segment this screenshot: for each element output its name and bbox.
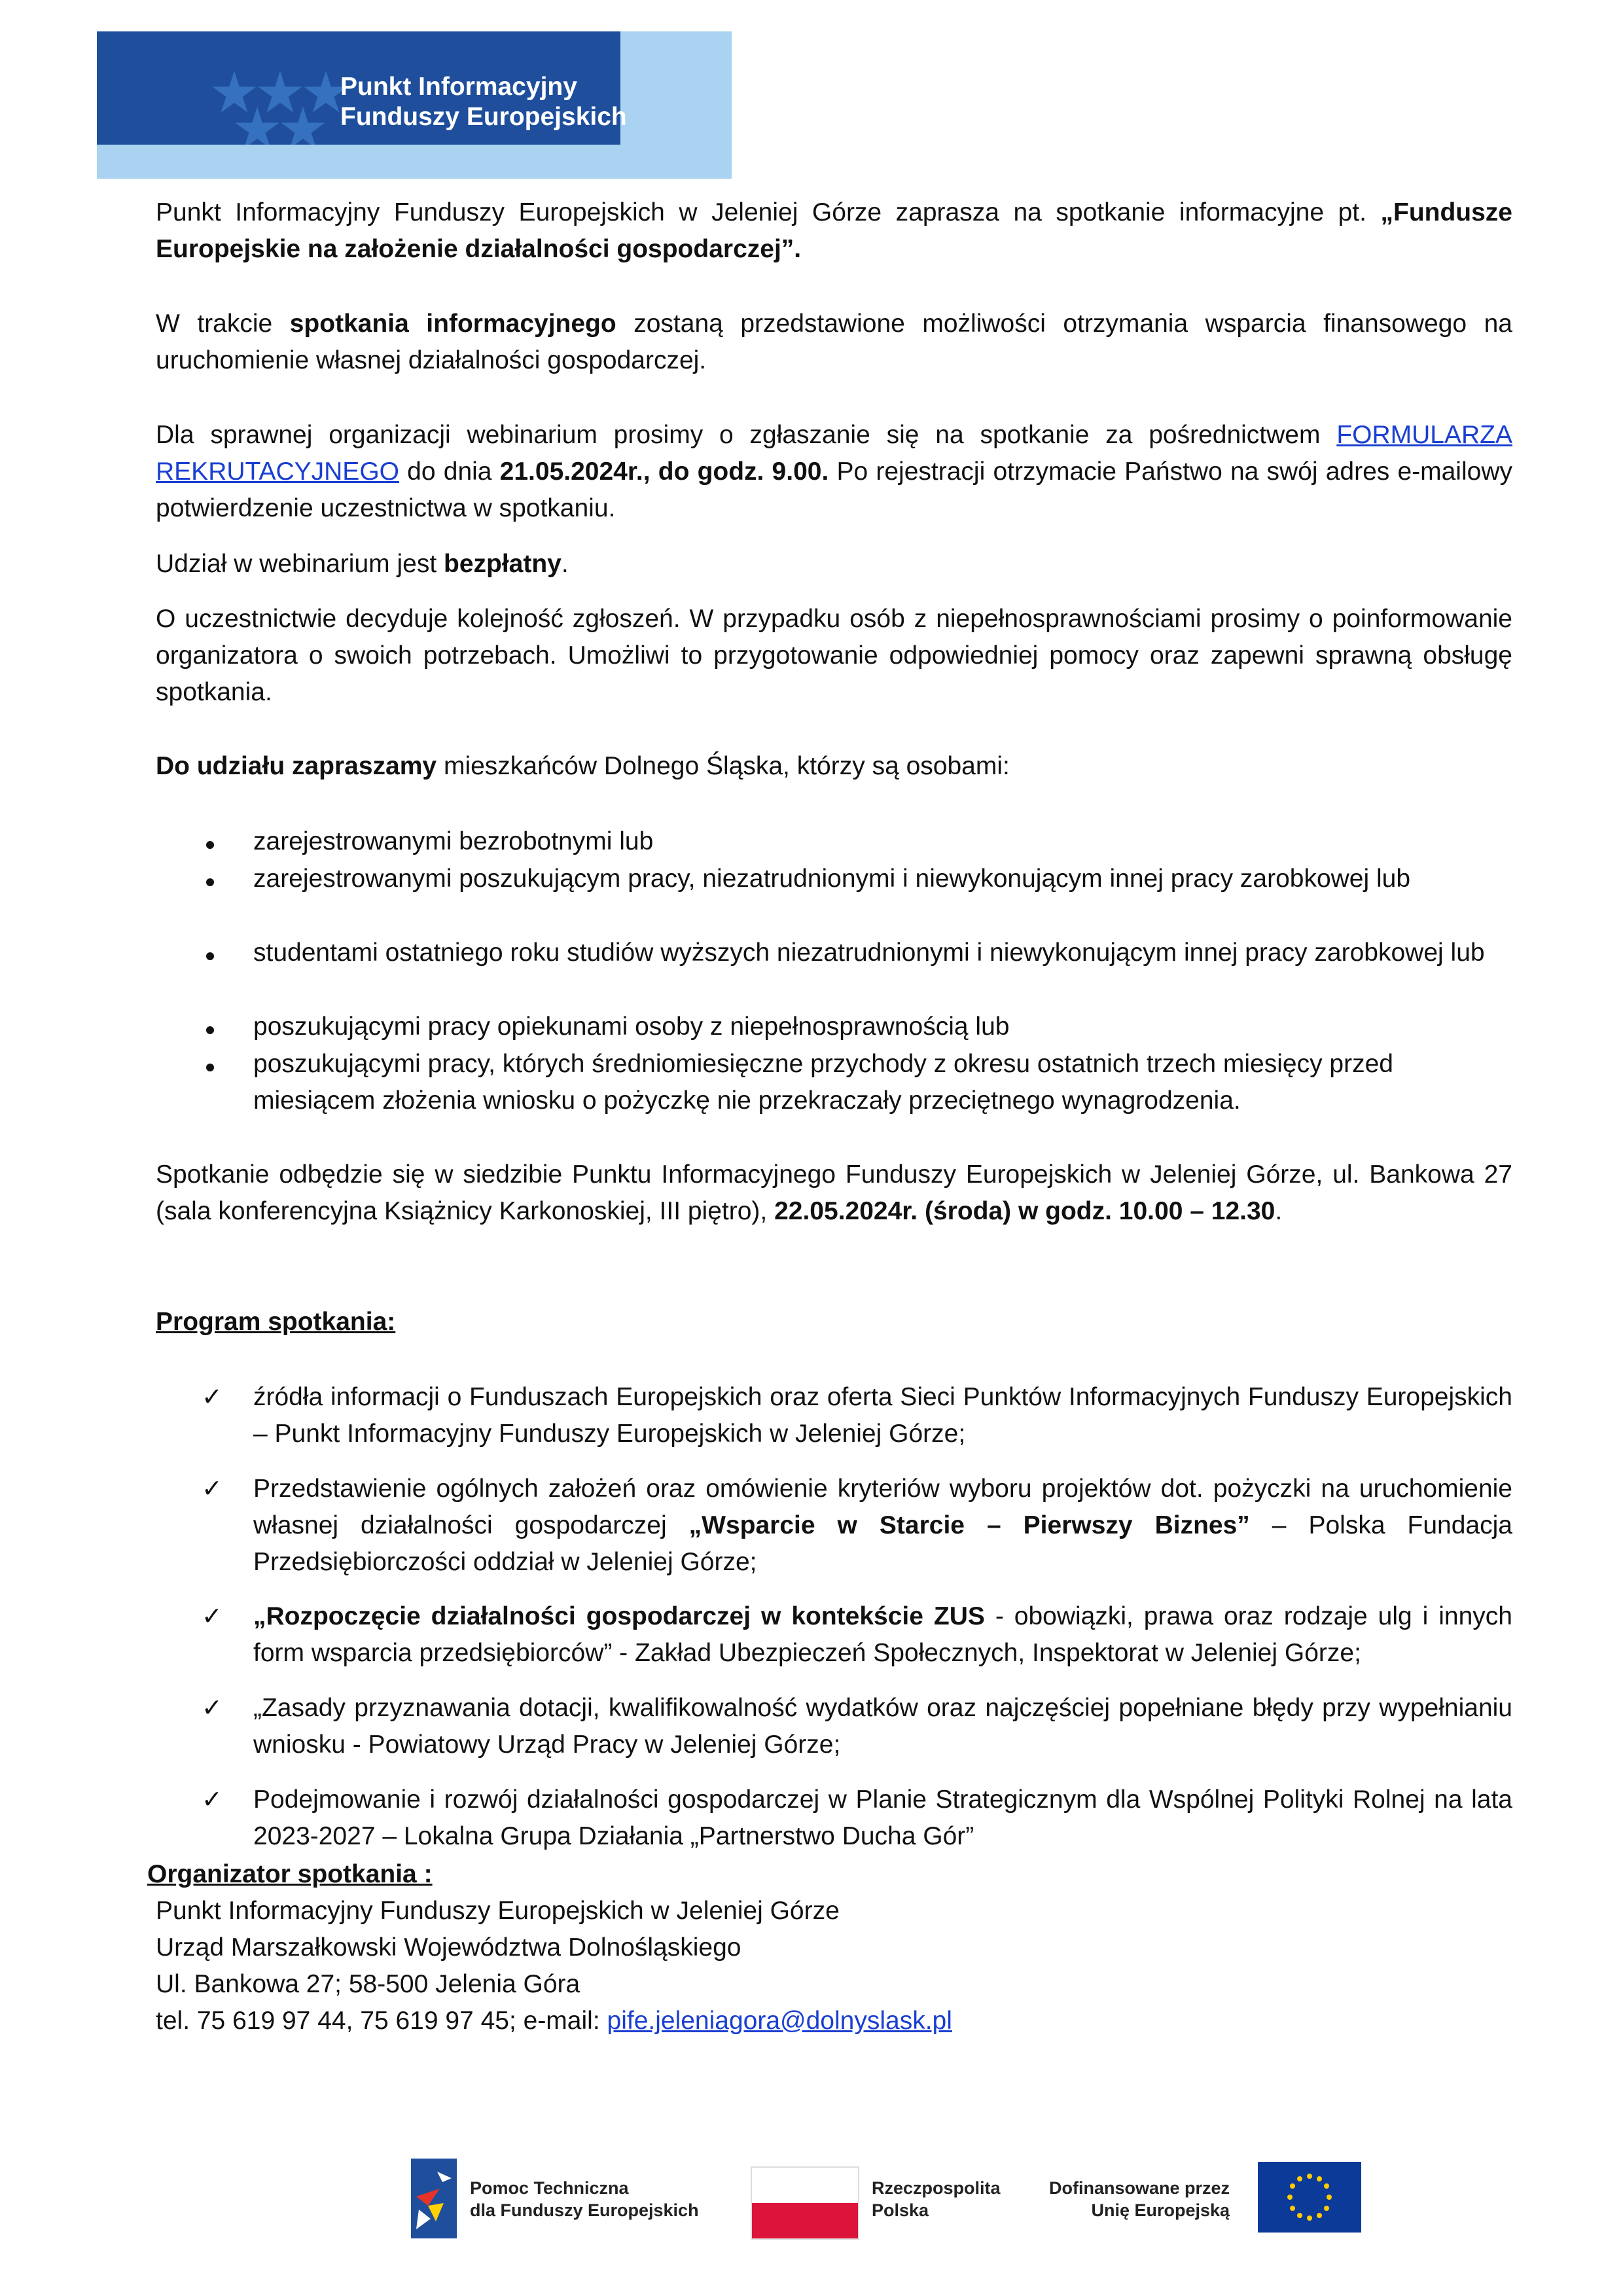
program-item-text: Podejmowanie i rozwój działalności gospodarczej w Planie Strategicznym dla Wspólnej Polityki Rolnej na lata 2023-2027 – Lokalna Grupa Działania „Partnerstwo Ducha Gór” — [253, 1785, 1512, 1850]
program-item-text: „Zasady przyznawania dotacji, kwalifikowalność wydatków oraz najczęściej popełniane błędy przy wypełnianiu wniosku - Powiatowy Urząd Pracy w Jeleniej Górze; — [253, 1694, 1512, 1759]
header-logo-line2: Funduszy Europejskich — [340, 103, 627, 131]
description-rest: zostaną przedstawione możliwości otrzymania wsparcia finansowego na uruchomienie własnej działalności gospodarczej. — [156, 310, 1512, 374]
description-lead: W trakcie — [156, 310, 290, 338]
event-datetime: 22.05.2024r. (środa) w godz. 10.00 – 12.30 — [774, 1197, 1275, 1225]
free-end: . — [561, 550, 569, 578]
fe-logo-line1: Pomoc Techniczna — [470, 2178, 629, 2198]
program-item — [253, 1379, 1512, 1452]
organizer-name: Punkt Informacyjny Funduszy Europejskich w Jeleniej Górze — [156, 1897, 840, 1925]
checkmark-icon: ✓ — [202, 1786, 223, 1814]
program-item — [253, 1690, 1512, 1763]
star-icon — [280, 107, 326, 145]
list-item: zarejestrowanymi bezrobotnymi lub — [253, 827, 654, 855]
checkmark-icon: ✓ — [202, 1384, 223, 1411]
invitation-rest: mieszkańców Dolnego Śląska, którzy są osobami: — [437, 752, 1010, 780]
program-item-text: – Polska Fundacja Przedsiębiorczości oddział w Jeleniej Górze; — [253, 1511, 1512, 1576]
checkmark-icon: ✓ — [202, 1695, 223, 1722]
fe-logo-line2: dla Funduszy Europejskich — [470, 2200, 699, 2220]
eu-logo-line2: Unię Europejską — [1091, 2200, 1230, 2220]
invitation-bold: Do udziału zapraszamy — [156, 752, 437, 780]
list-item: studentami ostatniego roku studiów wyższych niezatrudnionymi i niewykonującym innej pracy zarobkowej lub — [253, 939, 1485, 967]
program-item-text: Przedstawienie ogólnych założeń oraz omówienie kryteriów wyboru projektów dot. pożyczki na uruchomienie własnej działalności gospodarczej — [253, 1475, 1512, 1539]
bullet-icon — [206, 841, 214, 849]
intro-paragraph — [156, 194, 1512, 268]
fe-logo-icon — [411, 2159, 457, 2238]
eu-logo-text — [1049, 2177, 1230, 2221]
star-icon — [257, 71, 303, 117]
registration-paragraph — [156, 417, 1512, 527]
eu-logo-line1: Dofinansowane przez — [1049, 2178, 1230, 2198]
organizer-email-link[interactable]: pife.jeleniagora@dolnyslask.pl — [607, 2007, 952, 2035]
organizer-phone: tel. 75 619 97 44, 75 619 97 45; e-mail: — [156, 2007, 607, 2035]
free-bold: bezpłatny — [444, 550, 562, 578]
program-item-bold: „Rozpoczęcie działalności gospodarczej w kontekście ZUS — [253, 1602, 985, 1630]
description-paragraph — [156, 306, 1512, 379]
registration-lead: Dla sprawnej organizacji webinarium prosimy o zgłaszanie się na spotkanie za pośrednictwem — [156, 421, 1337, 449]
organizer-contact — [156, 2003, 952, 2039]
organizer-heading: Organizator spotkania : — [147, 1860, 433, 1888]
list-item: poszukującymi pracy, których średniomiesięczne przychody z okresu ostatnich trzech miesięcy przed miesiącem złożenia wniosku o pożyczkę nie przekraczały przeciętnego wynagrodzenia. — [253, 1050, 1393, 1115]
registration-deadline: 21.05.2024r., do godz. 9.00. — [499, 457, 829, 486]
location-text: Spotkanie odbędzie się w siedzibie Punktu Informacyjnego Funduszy Europejskich w Jeleniej Górze, ul. Bankowa 27 (sala konferencyjna Książnicy Karkonoskiej, III piętro), — [156, 1160, 1512, 1225]
intro-text: Punkt Informacyjny Funduszy Europejskich w Jeleniej Górze zaprasza na spotkanie informacyjne pt. — [156, 198, 1381, 226]
eu-flag-icon — [1258, 2162, 1361, 2233]
bullet-icon — [206, 1064, 214, 1071]
invitation-paragraph — [156, 748, 1512, 785]
pl-logo-line1: Rzeczpospolita — [872, 2178, 1001, 2198]
order-paragraph: O uczestnictwie decyduje kolejność zgłoszeń. W przypadku osób z niepełnosprawnościami prosimy o poinformowanie organizatora o swoich potrzebach. Umożliwi to przygotowanie odpowiedniej pomocy oraz zapewni sprawną obsługę spotkania. — [156, 605, 1512, 706]
header-logo-text — [340, 72, 627, 132]
list-item: zarejestrowanymi poszukującym pracy, niezatrudnionymi i niewykonującym innej pracy zarobkowej lub — [253, 865, 1411, 893]
pl-logo-line2: Polska — [872, 2200, 929, 2220]
star-icon — [211, 71, 257, 117]
program-heading: Program spotkania: — [156, 1308, 396, 1336]
organizer-institution: Urząd Marszałkowski Województwa Dolnośląskiego — [156, 1933, 741, 1962]
header-logo-line1: Punkt Informacyjny — [340, 73, 577, 101]
program-item — [253, 1598, 1512, 1672]
program-item — [253, 1471, 1512, 1581]
star-icon — [234, 107, 280, 145]
program-item-text: - obowiązki, prawa oraz rodzaje ulg i innych form wsparcia przedsiębiorców” - Zakład Ubezpieczeń Społecznych, Inspektorat w Jeleniej Górze; — [253, 1602, 1512, 1667]
checkmark-icon: ✓ — [202, 1475, 223, 1503]
program-item-text: źródła informacji o Funduszach Europejskich oraz oferta Sieci Punktów Informacyjnych Funduszy Europejskich – Punkt Informacyjny Funduszy Europejskich w Jeleniej Górze; — [253, 1383, 1512, 1448]
bullet-icon — [206, 1026, 214, 1034]
list-item: poszukującymi pracy opiekunami osoby z niepełnosprawnością lub — [253, 1013, 1010, 1041]
program-item — [253, 1782, 1512, 1855]
program-item-bold: „Wsparcie w Starcie – Pierwszy Biznes” — [688, 1511, 1250, 1539]
polish-flag-icon — [751, 2166, 859, 2240]
location-end: . — [1275, 1197, 1283, 1225]
registration-rest: Po rejestracji otrzymacie Państwo na swój adres e-mailowy potwierdzenie uczestnictwa w spotkaniu. — [156, 457, 1512, 522]
event-title: „Fundusze Europejskie na założenie działalności gospodarczej”. — [156, 198, 1512, 263]
checkmark-icon: ✓ — [202, 1603, 223, 1630]
free-lead: Udział w webinarium jest — [156, 550, 444, 578]
bullet-icon — [206, 878, 214, 886]
registration-mid: do dnia — [399, 457, 500, 486]
free-participation-paragraph — [156, 546, 1512, 583]
registration-form-link[interactable]: FORMULARZA REKRUTACYJNEGO — [156, 421, 1512, 486]
fe-logo-text — [470, 2177, 699, 2221]
pl-logo-text — [872, 2177, 1001, 2221]
description-bold: spotkania informacyjnego — [289, 310, 616, 338]
organizer-address: Ul. Bankowa 27; 58-500 Jelenia Góra — [156, 1970, 580, 1998]
location-paragraph — [156, 1157, 1512, 1230]
bullet-icon — [206, 952, 214, 960]
